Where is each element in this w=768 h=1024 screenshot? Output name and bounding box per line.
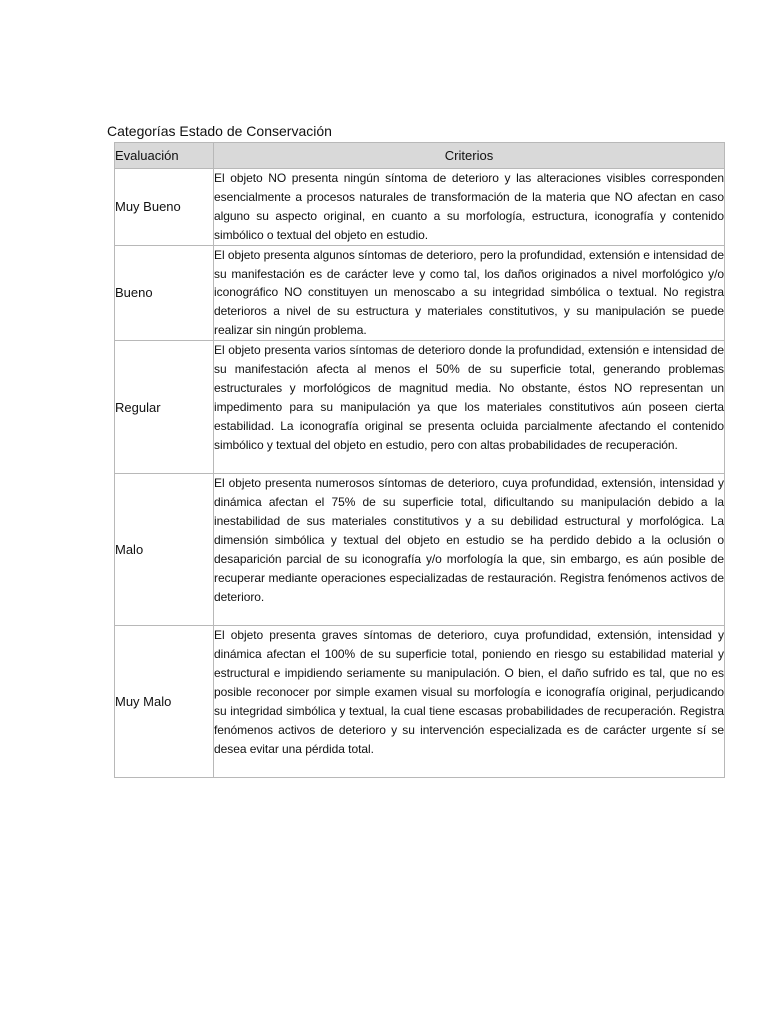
evaluation-column-header: Evaluación — [115, 143, 214, 169]
criteria-cell: El objeto NO presenta ningún síntoma de deterioro y las alteraciones visibles corresponden esencialmente a procesos naturales de transformación de la materia que NO afectan en caso alguno su aspecto original, en cuanto a su morfología, estructura, iconografía y contenido simbólico o textual del objeto en estudio. — [214, 169, 725, 246]
criteria-column-header: Criterios — [214, 143, 725, 169]
evaluation-cell: Bueno — [115, 245, 214, 341]
evaluation-cell: Muy Malo — [115, 626, 214, 778]
criteria-cell: El objeto presenta numerosos síntomas de deterioro, cuya profundidad, extensión, intensidad y dinámica afectan el 75% de su superficie total, dificultando su manipulación debido a la inestabilidad de sus materiales constitutivos y a su debilidad estructural y morfológica. La dimensión simbólica y textual del objeto en estudio se ha perdido debido a la oclusión o desaparición parcial de su iconografía y/o morfología la que, sin embargo, es aún posible de recuperar mediante operaciones especializadas de restauración. Registra fenómenos activos de deterioro. — [214, 474, 725, 626]
evaluation-cell: Regular — [115, 341, 214, 474]
conservation-categories-table — [114, 142, 725, 778]
table-row — [115, 626, 725, 778]
table-row — [115, 245, 725, 341]
table-row — [115, 169, 725, 246]
table-row — [115, 474, 725, 626]
evaluation-cell: Muy Bueno — [115, 169, 214, 246]
evaluation-cell: Malo — [115, 474, 214, 626]
criteria-cell: El objeto presenta algunos síntomas de deterioro, pero la profundidad, extensión e intensidad de su manifestación es de carácter leve y como tal, los daños originados a nivel morfológico y/o iconográfico NO constituyen un menoscabo a su integridad simbólica o textual. No registra deterioros a nivel de su estructura y materiales constitutivos, y su manipulación se puede realizar sin ningún problema. — [214, 245, 725, 341]
criteria-cell: El objeto presenta graves síntomas de deterioro, cuya profundidad, extensión, intensidad y dinámica afectan el 100% de su superficie total, poniendo en riesgo su estabilidad material y estructural e impidiendo seriamente su manipulación. O bien, el daño sufrido es tal, que no es posible reconocer por simple examen visual su morfología e iconografía original, perjudicando su integridad simbólica y textual, la cual tiene escasas probabilidades de recuperación. Registra fenómenos activos de deterioro y su intervención especializada es de carácter urgente sí se desea evitar una pérdida total. — [214, 626, 725, 778]
document-title: Categorías Estado de Conservación — [107, 123, 332, 139]
table-header-row — [115, 143, 725, 169]
criteria-cell: El objeto presenta varios síntomas de deterioro donde la profundidad, extensión e intensidad de su manifestación afecta al menos el 50% de su superficie total, generando problemas estructurales y morfológicos de magnitud media. No obstante, éstos NO representan un impedimento para su manipulación ya que los materiales constitutivos aún poseen cierta estabilidad. La iconografía original se presenta ocluida parcialmente afectando el contenido simbólico y textual del objeto en estudio, pero con altas probabilidades de recuperación. — [214, 341, 725, 474]
table-row — [115, 341, 725, 474]
